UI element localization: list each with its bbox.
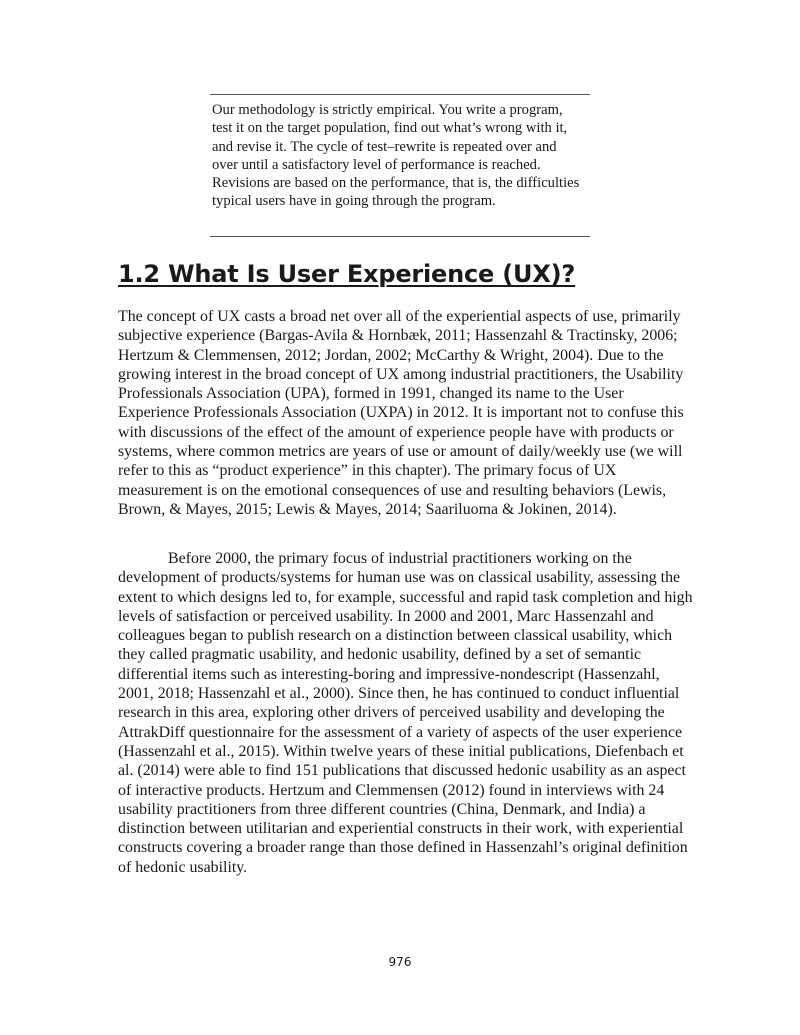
block-quote: Our methodology is strictly empirical. You write a program, test it on the target population, find out what’s wrong with it, and revise it. The cycle of test–rewrite is repeated over and over until a satisfactory level of performance is reached. Revisions are based on the performance, that is, the difficulties typical users have in going through the program.	[212, 102, 580, 210]
block-quote-bottom-rule	[210, 236, 590, 237]
section-heading: 1.2 What Is User Experience (UX)?	[118, 260, 576, 288]
body-paragraph-2: Before 2000, the primary focus of industrial practitioners working on the development of products/systems for human use was on classical usability, assessing the extent to which designs led to, for example, successful and rapid task completion and high levels of satisfaction or perceived usability. In 2000 and 2001, Marc Hassenzahl and colleagues began to publish research on a distinction between classical usability, which they called pragmatic usability, and hedonic usability, defined by a set of semantic differential items such as interesting-boring and impressive-nondescript (Hassenzahl, 2001, 2018; Hassenzahl et al., 2000). Since then, he has continued to conduct influential research in this area, exploring other drivers of perceived usability and developing the AttrakDiff questionnaire for the assessment of a variety of aspects of the user experience (Hassenzahl et al., 2015). Within twelve years of these initial publications, Diefenbach et al. (2014) were able to find 151 publications that discussed hedonic usability as an aspect of interactive products. Hertzum and Clemmensen (2012) found in interviews with 24 usability practitioners from three different countries (China, Denmark, and India) a distinction between utilitarian and experiential constructs in their work, with experiential constructs covering a broader range than those defined in Hassenzahl’s original definition of hedonic usability.	[118, 550, 693, 876]
body-paragraph-1: The concept of UX casts a broad net over all of the experiential aspects of use, primarily subjective experience (Bargas-Avila & Hornbæk, 2011; Hassenzahl & Tractinsky, 2006; Hertzum & Clemmensen, 2012; Jordan, 2002; McCarthy & Wright, 2004). Due to the growing interest in the broad concept of UX among industrial practitioners, the Usability Professionals Association (UPA), formed in 1991, changed its name to the User Experience Professionals Association (UXPA) in 2012. It is important not to confuse this with discussions of the effect of the amount of experience people have with products or systems, where common metrics are years of use or amount of daily/weekly use (we will refer to this as “product experience” in this chapter). The primary focus of UX measurement is on the emotional consequences of use and resulting behaviors (Lewis, Brown, & Mayes, 2015; Lewis & Mayes, 2014; Saariluoma & Jokinen, 2014).	[118, 308, 684, 518]
block-quote-top-rule	[210, 94, 590, 95]
page-number: 976	[388, 955, 412, 969]
